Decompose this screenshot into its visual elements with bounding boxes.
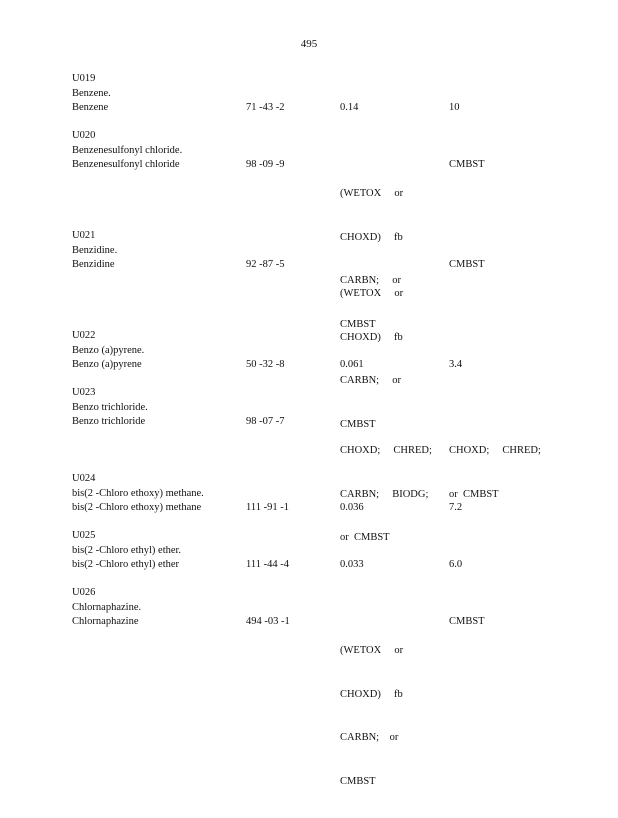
waste-description: Benzene. bbox=[72, 87, 111, 99]
constituent-row bbox=[72, 101, 592, 116]
wastewater-standard: (WETOX or CHOXD) fb CARBN; or CMBST bbox=[340, 645, 404, 787]
constituent-row bbox=[72, 558, 592, 573]
waste-description: bis(2 -Chloro ethoxy) methane. bbox=[72, 487, 204, 499]
waste-description: Chlornaphazine. bbox=[72, 601, 142, 613]
constituent-name: Benzene bbox=[72, 102, 109, 113]
cas-number: 111 -44 -4 bbox=[246, 559, 289, 570]
waste-description: bis(2 -Chloro ethyl) ether. bbox=[72, 544, 182, 556]
cas-number: 92 -87 -5 bbox=[246, 259, 285, 270]
nonwastewater-standard: CHOXD; CHRED; or CMBST bbox=[449, 445, 541, 500]
cas-number: 98 -07 -7 bbox=[246, 416, 285, 427]
wastewater-standard: 0.061 bbox=[340, 359, 364, 370]
waste-code: U022 bbox=[72, 330, 96, 341]
waste-entry bbox=[72, 586, 592, 787]
constituent-row bbox=[72, 615, 592, 787]
constituent-name: Benzenesulfonyl chloride bbox=[72, 159, 180, 170]
cas-number: 494 -03 -1 bbox=[246, 616, 290, 627]
waste-code: U024 bbox=[72, 473, 96, 484]
nonwastewater-standard: 6.0 bbox=[449, 559, 463, 570]
waste-entry bbox=[72, 329, 592, 373]
waste-entry bbox=[72, 529, 592, 573]
constituent-name: Benzidine bbox=[72, 259, 115, 270]
nonwastewater-standard: CMBST bbox=[449, 259, 485, 270]
cas-number: 50 -32 -8 bbox=[246, 359, 285, 370]
cas-number: 111 -91 -1 bbox=[246, 502, 289, 513]
constituent-name: Benzo (a)pyrene bbox=[72, 359, 142, 370]
page-number: 495 bbox=[300, 38, 318, 50]
waste-code: U026 bbox=[72, 587, 96, 598]
nonwastewater-standard: CMBST bbox=[449, 159, 485, 170]
nonwastewater-standard: 3.4 bbox=[449, 359, 463, 370]
wastewater-standard: 0.033 bbox=[340, 559, 364, 570]
waste-entry bbox=[72, 72, 592, 116]
wastewater-standard: (WETOX or CHOXD) fb CARBN; or CMBST bbox=[340, 188, 404, 330]
wastewater-standard: 0.14 bbox=[340, 102, 359, 113]
nonwastewater-standard: 7.2 bbox=[449, 502, 463, 513]
constituent-row bbox=[72, 358, 592, 373]
constituent-name: Benzo trichloride bbox=[72, 416, 146, 427]
wastewater-standard: (WETOX or CHOXD) fb CARBN; or CMBST bbox=[340, 288, 404, 430]
waste-code: U025 bbox=[72, 530, 96, 541]
waste-code: U020 bbox=[72, 130, 96, 141]
waste-description: Benzidine. bbox=[72, 244, 118, 256]
waste-code: U023 bbox=[72, 387, 96, 398]
nonwastewater-standard: CMBST bbox=[449, 616, 485, 627]
cas-number: 98 -09 -9 bbox=[246, 159, 285, 170]
wastewater-standard: 0.036 bbox=[340, 502, 364, 513]
constituent-name: bis(2 -Chloro ethoxy) methane bbox=[72, 502, 202, 513]
waste-entry bbox=[72, 472, 592, 516]
wastewater-standard: CHOXD; CHRED; CARBN; BIODG; or CMBST bbox=[340, 445, 432, 543]
constituent-row bbox=[72, 501, 592, 516]
waste-code: U021 bbox=[72, 230, 96, 241]
nonwastewater-standard: 10 bbox=[449, 102, 460, 113]
constituent-name: Chlornaphazine bbox=[72, 616, 139, 627]
waste-description: Benzo (a)pyrene. bbox=[72, 344, 145, 356]
waste-description: Benzo trichloride. bbox=[72, 401, 148, 413]
cas-number: 71 -43 -2 bbox=[246, 102, 285, 113]
constituent-name: bis(2 -Chloro ethyl) ether bbox=[72, 559, 180, 570]
waste-code: U019 bbox=[72, 73, 96, 84]
waste-description: Benzenesulfonyl chloride. bbox=[72, 144, 183, 156]
